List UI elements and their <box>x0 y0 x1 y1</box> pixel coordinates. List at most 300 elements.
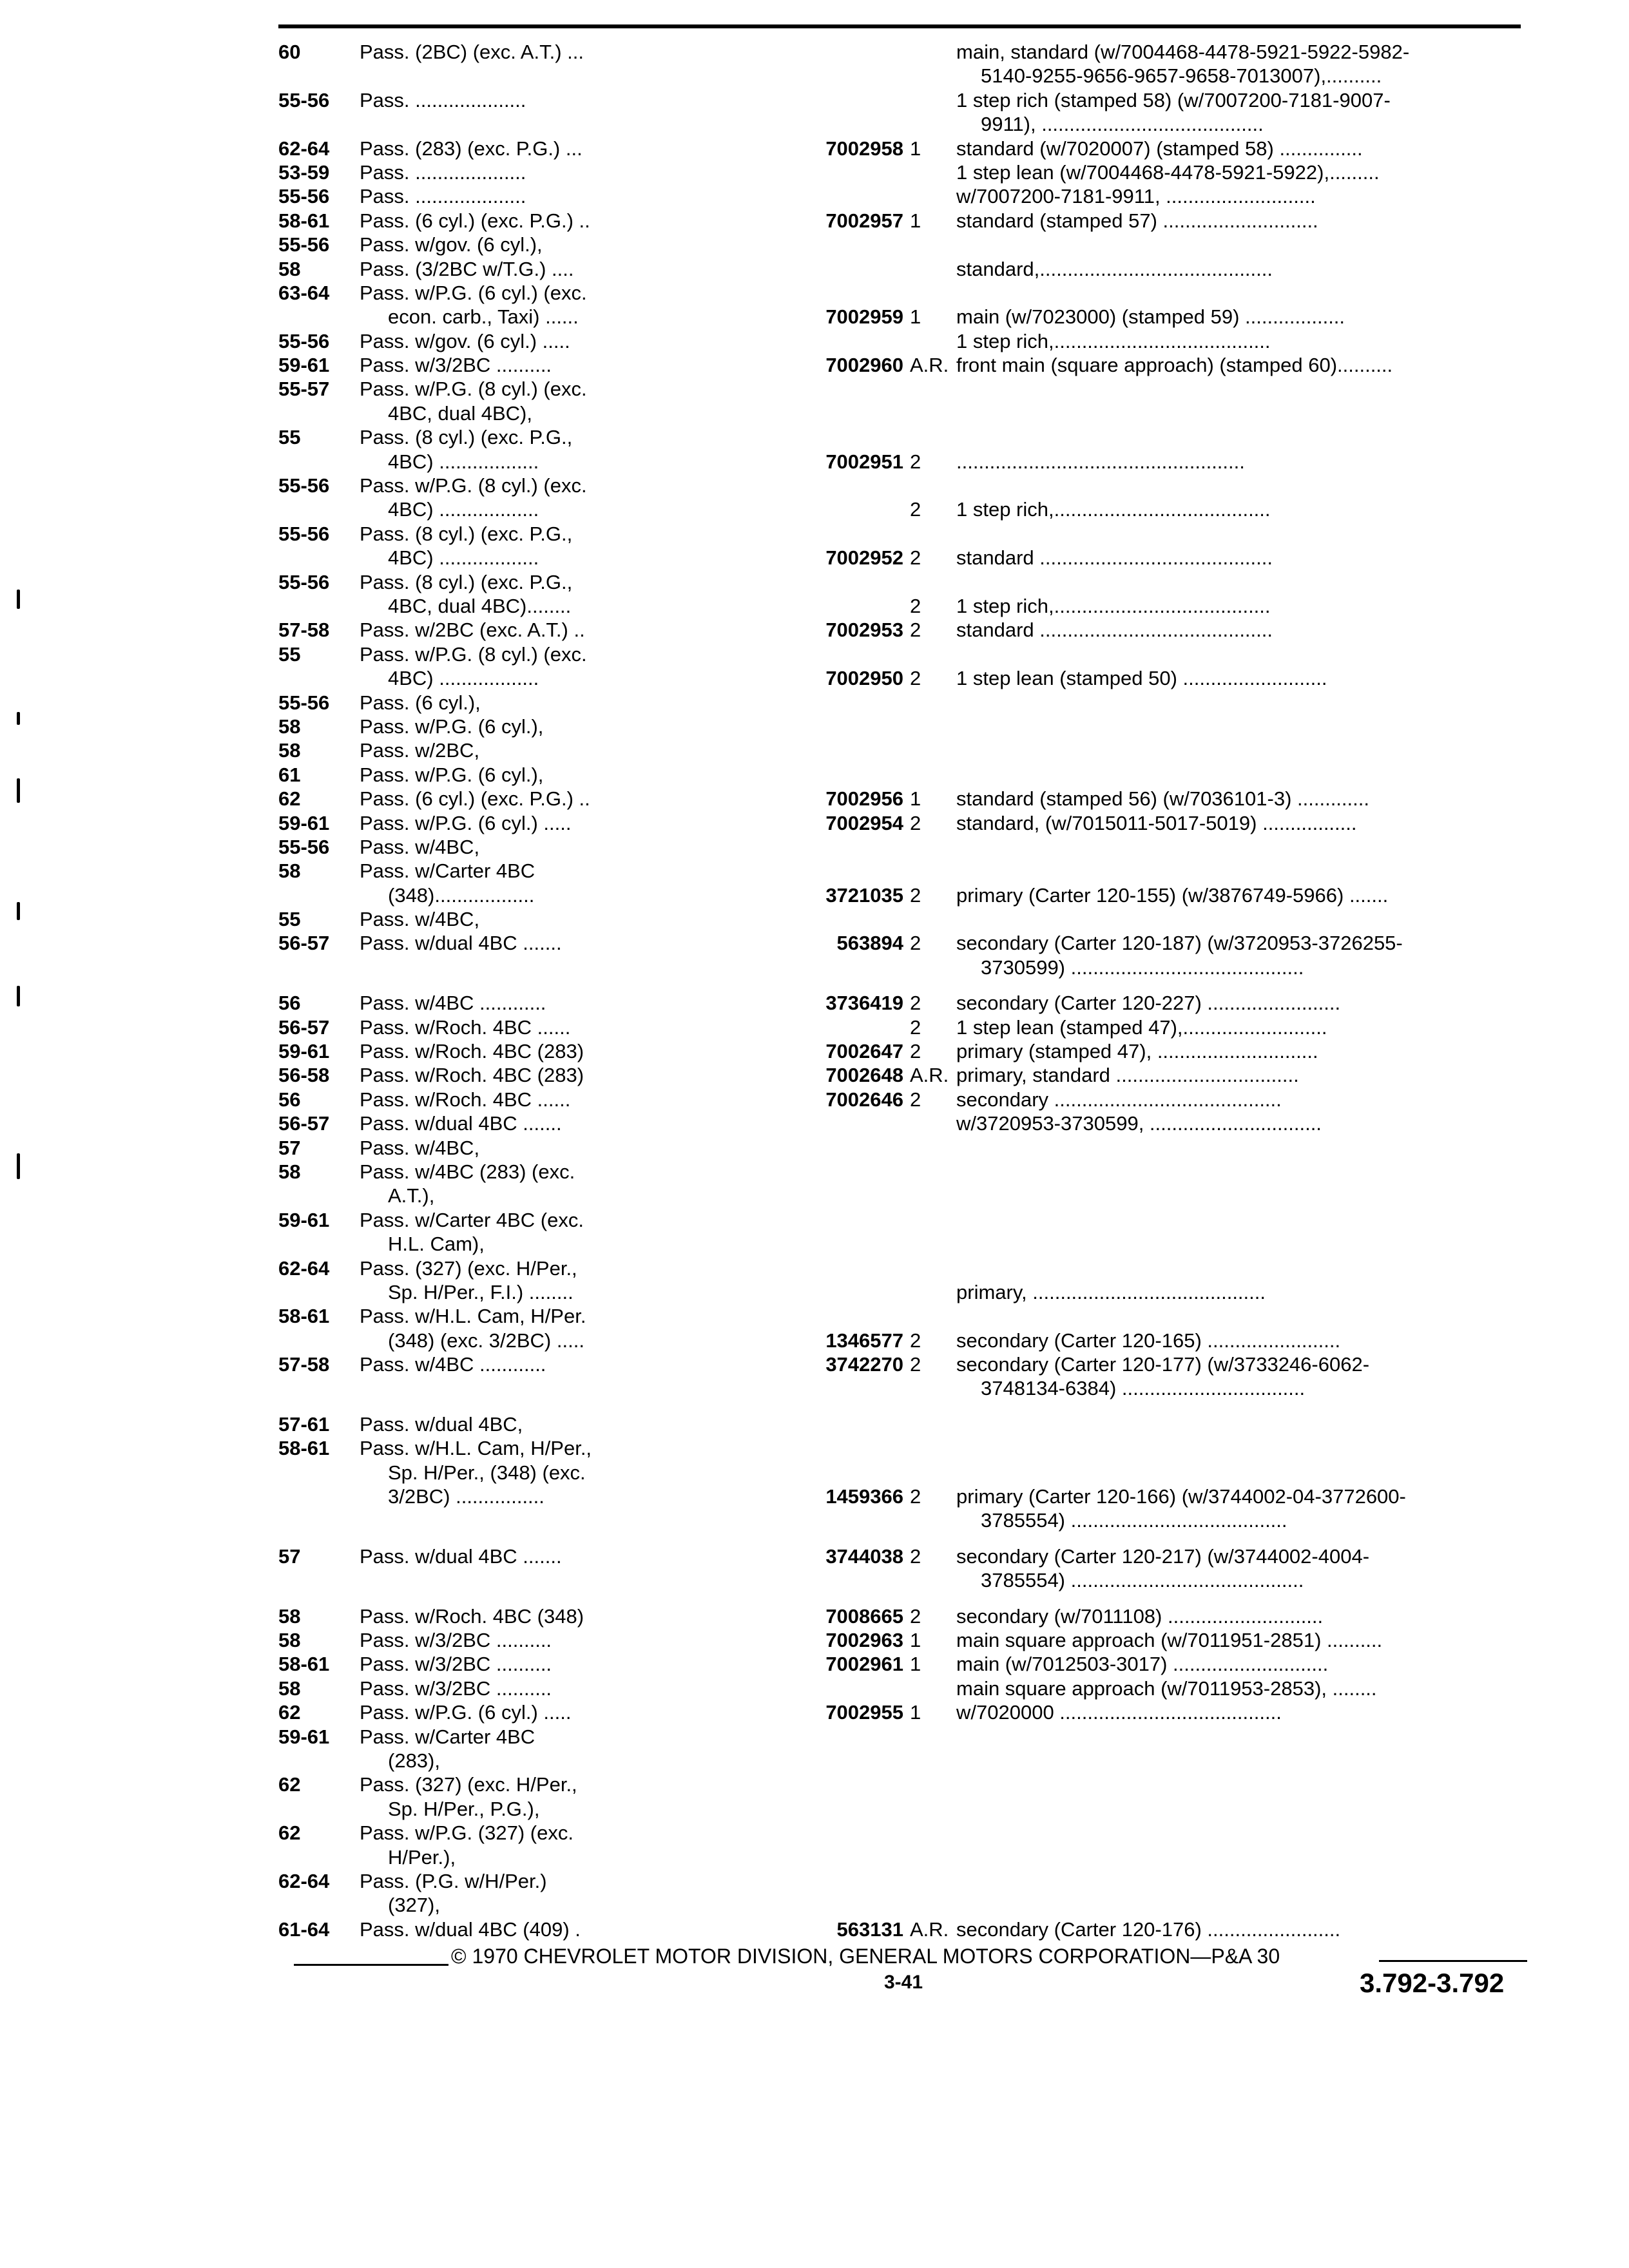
year-range: 55-56 <box>278 570 330 593</box>
table-row <box>278 88 1523 112</box>
table-row <box>278 1485 1523 1508</box>
year-range: 55-56 <box>278 329 330 352</box>
table-row <box>278 1376 1523 1400</box>
remarks: standard, (w/7015011-5017-5019) ................. <box>956 811 1357 834</box>
quantity: 2 <box>910 1088 921 1111</box>
description: (283), <box>388 1749 440 1772</box>
description: Pass. w/4BC ............ <box>360 992 546 1015</box>
description: Pass. w/3/2BC .......... <box>360 1677 552 1700</box>
table-row <box>278 715 1523 738</box>
table-row <box>278 377 1523 401</box>
remarks: standard (stamped 57) ............................ <box>956 209 1318 232</box>
description: 4BC, dual 4BC), <box>388 401 532 425</box>
quantity: 2 <box>910 1604 921 1628</box>
quantity: 1 <box>910 1701 921 1724</box>
remarks: secondary ......................................... <box>956 1088 1282 1111</box>
margin-mark <box>17 712 20 725</box>
description: Pass. w/4BC, <box>360 1136 480 1159</box>
year-range: 56-58 <box>278 1064 330 1087</box>
table-row <box>278 522 1523 546</box>
year-range: 56-57 <box>278 1112 330 1135</box>
description: Pass. w/H.L. Cam, H/Per. <box>360 1305 586 1328</box>
quantity: 2 <box>910 498 921 521</box>
table-row <box>278 112 1523 136</box>
table-row <box>278 1352 1523 1376</box>
year-range: 62 <box>278 1821 301 1845</box>
remarks: secondary (Carter 120-165) ........................ <box>956 1329 1341 1352</box>
table-row <box>278 883 1523 907</box>
description: Pass. (6 cyl.), <box>360 691 481 714</box>
remarks: primary, .......................................... <box>956 1280 1266 1303</box>
year-range: 61-64 <box>278 1917 330 1941</box>
table-row <box>278 281 1523 305</box>
year-range: 57-61 <box>278 1412 330 1436</box>
description: econ. carb., Taxi) ...... <box>388 305 579 329</box>
part-number: 7002953 <box>825 619 903 642</box>
table-row <box>278 184 1523 208</box>
copyright-text: © 1970 CHEVROLET MOTOR DIVISION, GENERAL MOTORS CORPORATION—P&A 30 <box>451 1945 1280 1968</box>
remarks: secondary (Carter 120-187) (w/3720953-3726255- <box>956 932 1403 955</box>
year-range: 55 <box>278 642 301 666</box>
margin-mark <box>17 986 20 1006</box>
description: Pass. (327) (exc. H/Per., <box>360 1256 577 1280</box>
part-number: 7002963 <box>825 1629 903 1651</box>
description: Pass. w/P.G. (6 cyl.) ..... <box>360 1701 572 1724</box>
year-range: 55-56 <box>278 233 330 256</box>
year-range: 56 <box>278 992 301 1015</box>
description: Pass. w/2BC (exc. A.T.) .. <box>360 619 585 642</box>
part-number: 7002955 <box>825 1701 903 1724</box>
table-row <box>278 618 1523 642</box>
description: Pass. w/P.G. (327) (exc. <box>360 1821 574 1845</box>
year-range: 56 <box>278 1088 301 1111</box>
remarks: 1 step rich (stamped 58) (w/7007200-7181-9007- <box>956 88 1391 111</box>
margin-mark <box>17 778 20 803</box>
description: Pass. w/3/2BC .......... <box>360 1629 552 1651</box>
page-number: 3-41 <box>884 1972 923 1993</box>
description: Pass. (8 cyl.) (exc. P.G., <box>360 426 573 449</box>
description: Pass. w/P.G. (6 cyl.) (exc. <box>360 281 587 304</box>
footer-rule-left <box>294 1964 448 1966</box>
table-row <box>278 1604 1523 1628</box>
table-row <box>278 329 1523 353</box>
description: Pass. (6 cyl.) (exc. P.G.) .. <box>360 209 590 232</box>
part-number: 1459366 <box>825 1485 903 1508</box>
description: Pass. w/P.G. (6 cyl.), <box>360 715 544 738</box>
part-number: 7002960 <box>825 354 903 377</box>
table-row <box>278 1329 1523 1352</box>
table-row <box>278 1677 1523 1700</box>
remarks: standard .......................................... <box>956 619 1273 642</box>
remarks: 1 step lean (w/7004468-4478-5921-5922),......... <box>956 160 1380 184</box>
description: Pass. (6 cyl.) (exc. P.G.) .. <box>360 787 590 811</box>
parts-table <box>278 40 1523 1941</box>
year-range: 59-61 <box>278 1725 330 1748</box>
table-row <box>278 1039 1523 1063</box>
quantity: 2 <box>910 1040 921 1063</box>
year-range: 55 <box>278 426 301 449</box>
year-range: 58 <box>278 715 301 738</box>
table-row <box>278 40 1523 64</box>
row-gap <box>278 1401 1523 1412</box>
description: Pass. w/Carter 4BC (exc. <box>360 1208 584 1231</box>
remarks: 3785554) ....................................... <box>981 1509 1287 1532</box>
part-number: 7008665 <box>825 1604 903 1628</box>
remarks: secondary (Carter 120-177) (w/3733246-6062- <box>956 1353 1370 1376</box>
table-row <box>278 1845 1523 1869</box>
description: Pass. (3/2BC w/T.G.) .... <box>360 257 574 280</box>
part-number: 7002950 <box>825 667 903 690</box>
remarks: standard (stamped 56) (w/7036101-3) ............. <box>956 787 1369 811</box>
table-row <box>278 1773 1523 1796</box>
year-range: 57-58 <box>278 619 330 642</box>
table-row <box>278 1749 1523 1773</box>
table-row <box>278 546 1523 570</box>
part-number: 7002647 <box>825 1040 903 1063</box>
part-number: 7002957 <box>825 209 903 232</box>
description: Pass. w/dual 4BC ....... <box>360 1112 562 1135</box>
description: Pass. w/4BC (283) (exc. <box>360 1160 575 1183</box>
table-row <box>278 137 1523 160</box>
remarks: primary, standard ................................. <box>956 1064 1299 1087</box>
year-range: 55-56 <box>278 691 330 714</box>
year-range: 57 <box>278 1136 301 1159</box>
quantity: 2 <box>910 594 921 617</box>
part-number: 7002646 <box>825 1088 903 1111</box>
remarks: 3748134-6384) ................................. <box>981 1377 1306 1400</box>
year-range: 58 <box>278 1604 301 1628</box>
description: 4BC) .................. <box>388 498 539 521</box>
table-row <box>278 64 1523 88</box>
table-row <box>278 1568 1523 1592</box>
table-row <box>278 425 1523 449</box>
table-row <box>278 497 1523 521</box>
year-range: 59-61 <box>278 354 330 377</box>
description: A.T.), <box>388 1184 435 1207</box>
table-row <box>278 691 1523 715</box>
remarks: 1 step lean (stamped 47),.......................... <box>956 1015 1327 1039</box>
year-range: 57 <box>278 1544 301 1568</box>
description: Pass. w/4BC, <box>360 908 480 931</box>
quantity: 1 <box>910 209 921 232</box>
row-gap <box>278 1533 1523 1544</box>
description: Pass. w/3/2BC .......... <box>360 354 552 377</box>
year-range: 59-61 <box>278 811 330 834</box>
description: Pass. w/gov. (6 cyl.) ..... <box>360 329 570 352</box>
quantity: 2 <box>910 992 921 1015</box>
description: Pass. w/dual 4BC, <box>360 1412 523 1436</box>
year-range: 61 <box>278 763 301 786</box>
table-row <box>278 738 1523 762</box>
description: (327), <box>388 1894 440 1917</box>
year-range: 58-61 <box>278 209 330 232</box>
description: Pass. w/Carter 4BC <box>360 860 535 883</box>
description: 4BC, dual 4BC)........ <box>388 594 572 617</box>
quantity: 1 <box>910 787 921 811</box>
remarks: 9911), ........................................ <box>981 113 1264 136</box>
remarks: 1 step rich,....................................... <box>956 329 1271 352</box>
remarks: 3730599) .......................................... <box>981 956 1304 979</box>
remarks: standard (w/7020007) (stamped 58) ............... <box>956 137 1363 160</box>
table-row <box>278 1544 1523 1568</box>
description: Pass. w/Roch. 4BC (283) <box>360 1040 584 1063</box>
description: Pass. w/gov. (6 cyl.), <box>360 233 543 256</box>
quantity: A.R. <box>910 354 949 377</box>
description: Sp. H/Per., (348) (exc. <box>388 1461 586 1484</box>
table-row <box>278 570 1523 594</box>
part-number: 7002961 <box>825 1653 903 1676</box>
margin-mark <box>17 590 20 609</box>
remarks: main (w/7023000) (stamped 59) .................. <box>956 305 1345 329</box>
quantity: 2 <box>910 811 921 834</box>
table-row <box>278 931 1523 955</box>
table-row <box>278 1063 1523 1087</box>
remarks: secondary (Carter 120-217) (w/3744002-4004- <box>956 1544 1370 1568</box>
row-gap <box>278 979 1523 991</box>
table-row <box>278 787 1523 811</box>
year-range: 55 <box>278 908 301 931</box>
year-range: 62-64 <box>278 1869 330 1892</box>
description: Pass. w/P.G. (6 cyl.) ..... <box>360 811 572 834</box>
year-range: 56-57 <box>278 932 330 955</box>
year-range: 55-57 <box>278 378 330 401</box>
table-row <box>278 1700 1523 1724</box>
description: Pass. (P.G. w/H/Per.) <box>360 1869 547 1892</box>
remarks: standard,.......................................... <box>956 257 1273 280</box>
year-range: 56-57 <box>278 1015 330 1039</box>
description: Pass. w/P.G. (8 cyl.) (exc. <box>360 378 587 401</box>
table-row <box>278 1280 1523 1304</box>
year-range: 63-64 <box>278 281 330 304</box>
table-row <box>278 1015 1523 1039</box>
table-row <box>278 474 1523 497</box>
remarks: 3785554) .......................................... <box>981 1569 1304 1592</box>
remarks: primary (Carter 120-166) (w/3744002-04-3772600- <box>956 1485 1406 1508</box>
part-number: 1346577 <box>825 1329 903 1352</box>
year-range: 62-64 <box>278 137 330 160</box>
table-row <box>278 1893 1523 1917</box>
table-row <box>278 594 1523 618</box>
remarks: 1 step rich,....................................... <box>956 498 1271 521</box>
table-row <box>278 763 1523 787</box>
remarks: main, standard (w/7004468-4478-5921-5922-5982- <box>956 41 1410 63</box>
table-row <box>278 1088 1523 1111</box>
description: Pass. w/dual 4BC (409) . <box>360 1917 581 1941</box>
description: Sp. H/Per., P.G.), <box>388 1797 540 1820</box>
part-number: 7002954 <box>825 811 903 834</box>
quantity: 2 <box>910 546 921 570</box>
part-number: 3721035 <box>825 883 903 907</box>
description: (348).................. <box>388 883 535 907</box>
remarks: w/7020000 ........................................ <box>956 1701 1282 1724</box>
year-range: 57-58 <box>278 1353 330 1376</box>
description: Pass. w/Roch. 4BC (283) <box>360 1064 584 1087</box>
margin-mark <box>17 902 20 920</box>
remarks: primary (stamped 47), ............................. <box>956 1040 1318 1063</box>
year-range: 58 <box>278 739 301 762</box>
table-row <box>278 1508 1523 1532</box>
description: Pass. w/dual 4BC ....... <box>360 1544 562 1568</box>
description: Pass. w/2BC, <box>360 739 480 762</box>
remarks: secondary (Carter 120-227) ........................ <box>956 992 1341 1015</box>
part-number: 7002956 <box>825 787 903 811</box>
year-range: 58-61 <box>278 1653 330 1676</box>
year-range: 58-61 <box>278 1437 330 1460</box>
table-row <box>278 1461 1523 1485</box>
quantity: 1 <box>910 305 921 329</box>
table-row <box>278 1436 1523 1460</box>
quantity: 2 <box>910 1329 921 1352</box>
year-range: 58-61 <box>278 1305 330 1328</box>
remarks: front main (square approach) (stamped 60).......... <box>956 354 1393 377</box>
description: Pass. w/H.L. Cam, H/Per., <box>360 1437 592 1460</box>
table-row <box>278 1652 1523 1676</box>
year-range: 55-56 <box>278 522 330 545</box>
remarks: 5140-9255-9656-9657-9658-7013007),.......... <box>981 64 1382 88</box>
table-row <box>278 257 1523 281</box>
description: Pass. w/P.G. (6 cyl.), <box>360 763 544 786</box>
description: Pass. .................... <box>360 88 526 111</box>
remarks: main square approach (w/7011953-2853), ........ <box>956 1677 1377 1700</box>
description: Pass. (8 cyl.) (exc. P.G., <box>360 522 573 545</box>
quantity: A.R. <box>910 1917 949 1941</box>
table-row <box>278 1208 1523 1232</box>
table-row <box>278 859 1523 883</box>
quantity: 2 <box>910 1015 921 1039</box>
description: 4BC) .................. <box>388 667 539 690</box>
top-rule <box>278 24 1521 28</box>
description: Pass. w/Roch. 4BC (348) <box>360 1604 584 1628</box>
table-row <box>278 1412 1523 1436</box>
part-number: 3744038 <box>825 1544 903 1568</box>
year-range: 58 <box>278 1629 301 1651</box>
quantity: 2 <box>910 883 921 907</box>
table-row <box>278 1869 1523 1893</box>
description: Pass. .................... <box>360 185 526 208</box>
table-row <box>278 991 1523 1015</box>
part-number: 7002959 <box>825 305 903 329</box>
table-row <box>278 1184 1523 1207</box>
table-row <box>278 353 1523 377</box>
table-row <box>278 907 1523 931</box>
table-row <box>278 401 1523 425</box>
description: Pass. w/4BC ............ <box>360 1353 546 1376</box>
table-row <box>278 233 1523 256</box>
quantity: 2 <box>910 1353 921 1376</box>
table-row <box>278 1256 1523 1280</box>
remarks: standard .......................................... <box>956 546 1273 570</box>
footer-rule-right <box>1379 1960 1527 1962</box>
remarks: 1 step rich,....................................... <box>956 594 1271 617</box>
quantity: A.R. <box>910 1064 949 1087</box>
description: 3/2BC) ................ <box>388 1485 545 1508</box>
table-row <box>278 642 1523 666</box>
description: Pass. (8 cyl.) (exc. P.G., <box>360 570 573 593</box>
quantity: 2 <box>910 1544 921 1568</box>
description: Pass. w/Carter 4BC <box>360 1725 535 1748</box>
year-range: 58 <box>278 1160 301 1183</box>
description: Pass. w/4BC, <box>360 835 480 858</box>
description: Pass. w/P.G. (8 cyl.) (exc. <box>360 642 587 666</box>
year-range: 62-64 <box>278 1256 330 1280</box>
year-range: 62 <box>278 1701 301 1724</box>
year-range: 55-56 <box>278 835 330 858</box>
remarks: .................................................... <box>956 450 1245 473</box>
quantity: 2 <box>910 450 921 473</box>
part-number: 3742270 <box>825 1353 903 1376</box>
table-row <box>278 1160 1523 1184</box>
quantity: 2 <box>910 1485 921 1508</box>
table-row <box>278 1628 1523 1652</box>
section-number: 3.792-3.792 <box>1360 1968 1505 1998</box>
year-range: 60 <box>278 41 301 63</box>
table-row <box>278 1136 1523 1160</box>
remarks: secondary (Carter 120-176) ........................ <box>956 1917 1341 1941</box>
table-row <box>278 1304 1523 1328</box>
remarks: main (w/7012503-3017) ............................ <box>956 1653 1329 1676</box>
part-number: 3736419 <box>825 992 903 1015</box>
year-range: 59-61 <box>278 1040 330 1063</box>
remarks: secondary (w/7011108) ............................ <box>956 1604 1324 1628</box>
year-range: 58 <box>278 1677 301 1700</box>
remarks: w/7007200-7181-9911, ........................... <box>956 185 1316 208</box>
description: H.L. Cam), <box>388 1233 485 1256</box>
table-row <box>278 1232 1523 1256</box>
description: Pass. w/Roch. 4BC ...... <box>360 1088 571 1111</box>
description: 4BC) .................. <box>388 450 539 473</box>
year-range: 55-56 <box>278 474 330 497</box>
description: Sp. H/Per., F.I.) ........ <box>388 1280 574 1303</box>
remarks: primary (Carter 120-155) (w/3876749-5966) ....... <box>956 883 1389 907</box>
table-row <box>278 1797 1523 1821</box>
remarks: main square approach (w/7011951-2851) .......... <box>956 1629 1383 1651</box>
quantity: 2 <box>910 667 921 690</box>
part-number: 7002951 <box>825 450 903 473</box>
table-row <box>278 811 1523 835</box>
description: Pass. w/P.G. (8 cyl.) (exc. <box>360 474 587 497</box>
part-number: 7002958 <box>825 137 903 160</box>
table-row <box>278 305 1523 329</box>
year-range: 59-61 <box>278 1208 330 1231</box>
year-range: 62 <box>278 787 301 811</box>
year-range: 62 <box>278 1773 301 1796</box>
margin-mark <box>17 1153 20 1179</box>
part-number: 563894 <box>836 932 903 955</box>
description: 4BC) .................. <box>388 546 539 570</box>
part-number: 563131 <box>836 1917 903 1941</box>
table-row <box>278 209 1523 233</box>
description: Pass. (283) (exc. P.G.) ... <box>360 137 583 160</box>
table-row <box>278 1917 1523 1941</box>
quantity: 1 <box>910 137 921 160</box>
quantity: 2 <box>910 932 921 955</box>
remarks: w/3720953-3730599, ............................... <box>956 1112 1322 1135</box>
description: Pass. (2BC) (exc. A.T.) ... <box>360 41 584 63</box>
year-range: 58 <box>278 860 301 883</box>
description: Pass. .................... <box>360 160 526 184</box>
table-row <box>278 956 1523 979</box>
quantity: 1 <box>910 1629 921 1651</box>
year-range: 53-59 <box>278 160 330 184</box>
description: H/Per.), <box>388 1845 456 1869</box>
part-number: 7002648 <box>825 1064 903 1087</box>
row-gap <box>278 1593 1523 1604</box>
year-range: 58 <box>278 257 301 280</box>
year-range: 55-56 <box>278 88 330 111</box>
part-number: 7002952 <box>825 546 903 570</box>
year-range: 55-56 <box>278 185 330 208</box>
table-row <box>278 1111 1523 1135</box>
